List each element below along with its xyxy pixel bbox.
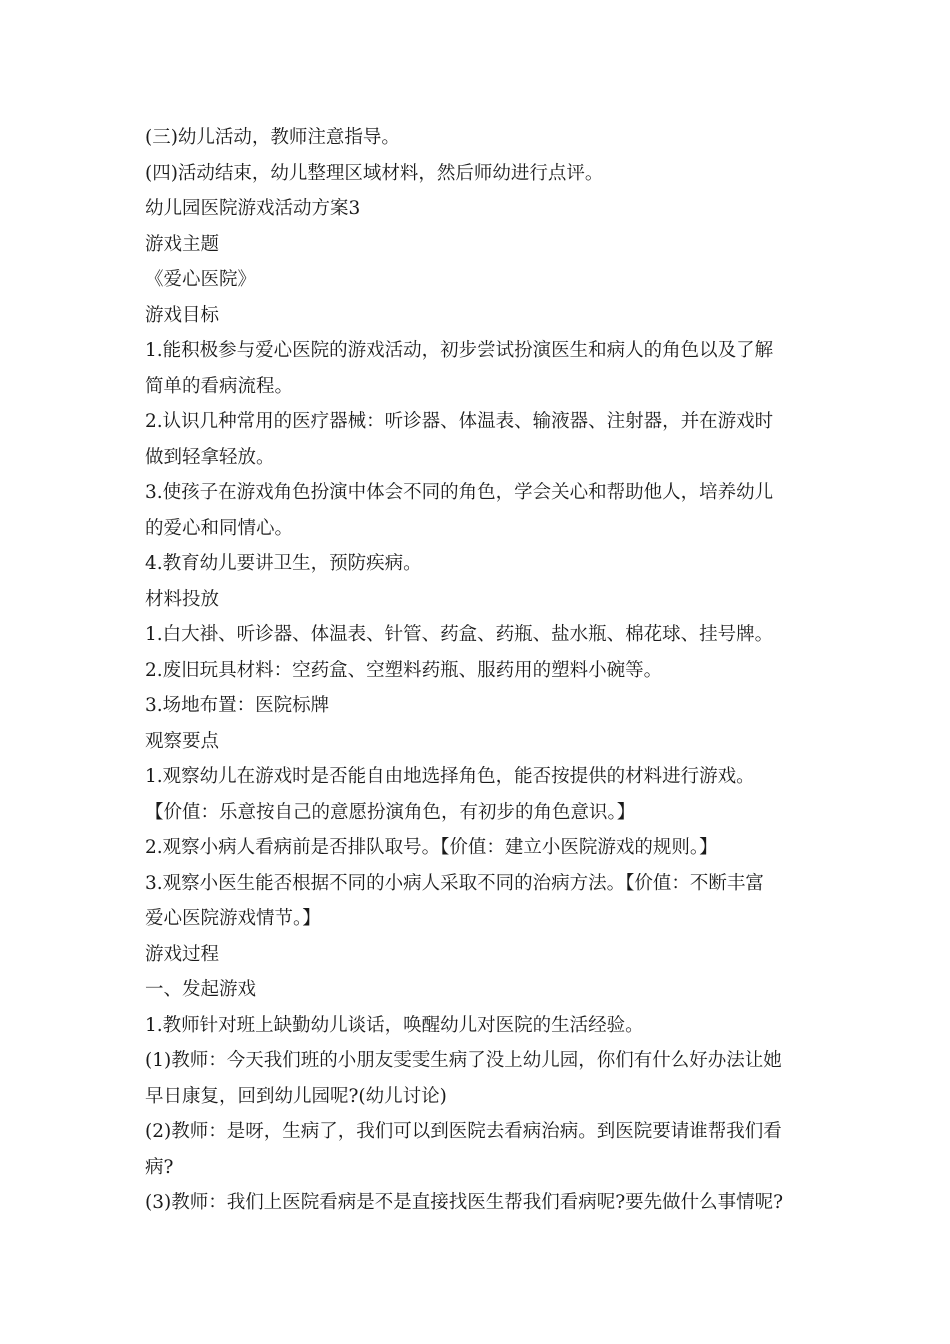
section-line: (四)活动结束，幼儿整理区域材料，然后师幼进行点评。 bbox=[145, 162, 604, 184]
document-title: 幼儿园医院游戏活动方案3 bbox=[145, 198, 361, 219]
material-item: 2.废旧玩具材料：空药盒、空塑料药瓶、服药用的塑料小碗等。 bbox=[145, 659, 663, 681]
goal-item: 2.认识几种常用的医疗器械：听诊器、体温表、输液器、注射器，并在游戏时 bbox=[145, 411, 774, 432]
goal-item: 4.教育幼儿要讲卫生，预防疾病。 bbox=[145, 553, 422, 574]
dialogue-line-continued: 早日康复，回到幼儿园呢?(幼儿讨论) bbox=[145, 1085, 447, 1107]
goal-item: 3.使孩子在游戏角色扮演中体会不同的角色，学会关心和帮助他人，培养幼儿 bbox=[145, 482, 774, 503]
theme-name: 《爱心医院》 bbox=[145, 269, 257, 290]
section-line: (三)幼儿活动，教师注意指导。 bbox=[145, 127, 400, 148]
subheading-start-game: 一、发起游戏 bbox=[145, 979, 257, 1000]
goal-item: 1.能积极参与爱心医院的游戏活动，初步尝试扮演医生和病人的角色以及了解 bbox=[145, 340, 774, 361]
observation-item: 3.观察小医生能否根据不同的小病人采取不同的治病方法。【价值：不断丰富 bbox=[145, 872, 764, 894]
heading-materials: 材料投放 bbox=[145, 588, 220, 610]
heading-game-process: 游戏过程 bbox=[145, 943, 220, 965]
heading-observation: 观察要点 bbox=[145, 730, 220, 752]
dialogue-line: (1)教师：今天我们班的小朋友雯雯生病了没上幼儿园，你们有什么好办法让她 bbox=[145, 1050, 782, 1071]
document-body bbox=[145, 120, 810, 1221]
heading-game-goals: 游戏目标 bbox=[145, 304, 220, 326]
observation-item: 1.观察幼儿在游戏时是否能自由地选择角色，能否按提供的材料进行游戏。 bbox=[145, 766, 755, 787]
process-step: 1.教师针对班上缺勤幼儿谈话，唤醒幼儿对医院的生活经验。 bbox=[145, 1014, 644, 1036]
observation-value: 【价值：乐意按自己的意愿扮演角色，有初步的角色意识。】 bbox=[145, 801, 636, 823]
material-item: 1.白大褂、听诊器、体温表、针管、药盒、药瓶、盐水瓶、棉花球、挂号牌。 bbox=[145, 624, 774, 645]
heading-game-theme: 游戏主题 bbox=[145, 233, 220, 255]
dialogue-line-continued: 病? bbox=[145, 1156, 174, 1178]
goal-item-continued: 的爱心和同情心。 bbox=[145, 517, 294, 539]
goal-item-continued: 做到轻拿轻放。 bbox=[145, 446, 275, 468]
material-item: 3.场地布置：医院标牌 bbox=[145, 695, 330, 716]
observation-item-continued: 爱心医院游戏情节。】 bbox=[145, 908, 321, 929]
observation-item: 2.观察小病人看病前是否排队取号。【价值：建立小医院游戏的规则。】 bbox=[145, 837, 718, 858]
goal-item-continued: 简单的看病流程。 bbox=[145, 375, 294, 397]
dialogue-line: (3)教师：我们上医院看病是不是直接找医生帮我们看病呢?要先做什么事情呢? bbox=[145, 1192, 784, 1213]
dialogue-line: (2)教师：是呀，生病了，我们可以到医院去看病治病。到医院要请谁帮我们看 bbox=[145, 1121, 782, 1142]
